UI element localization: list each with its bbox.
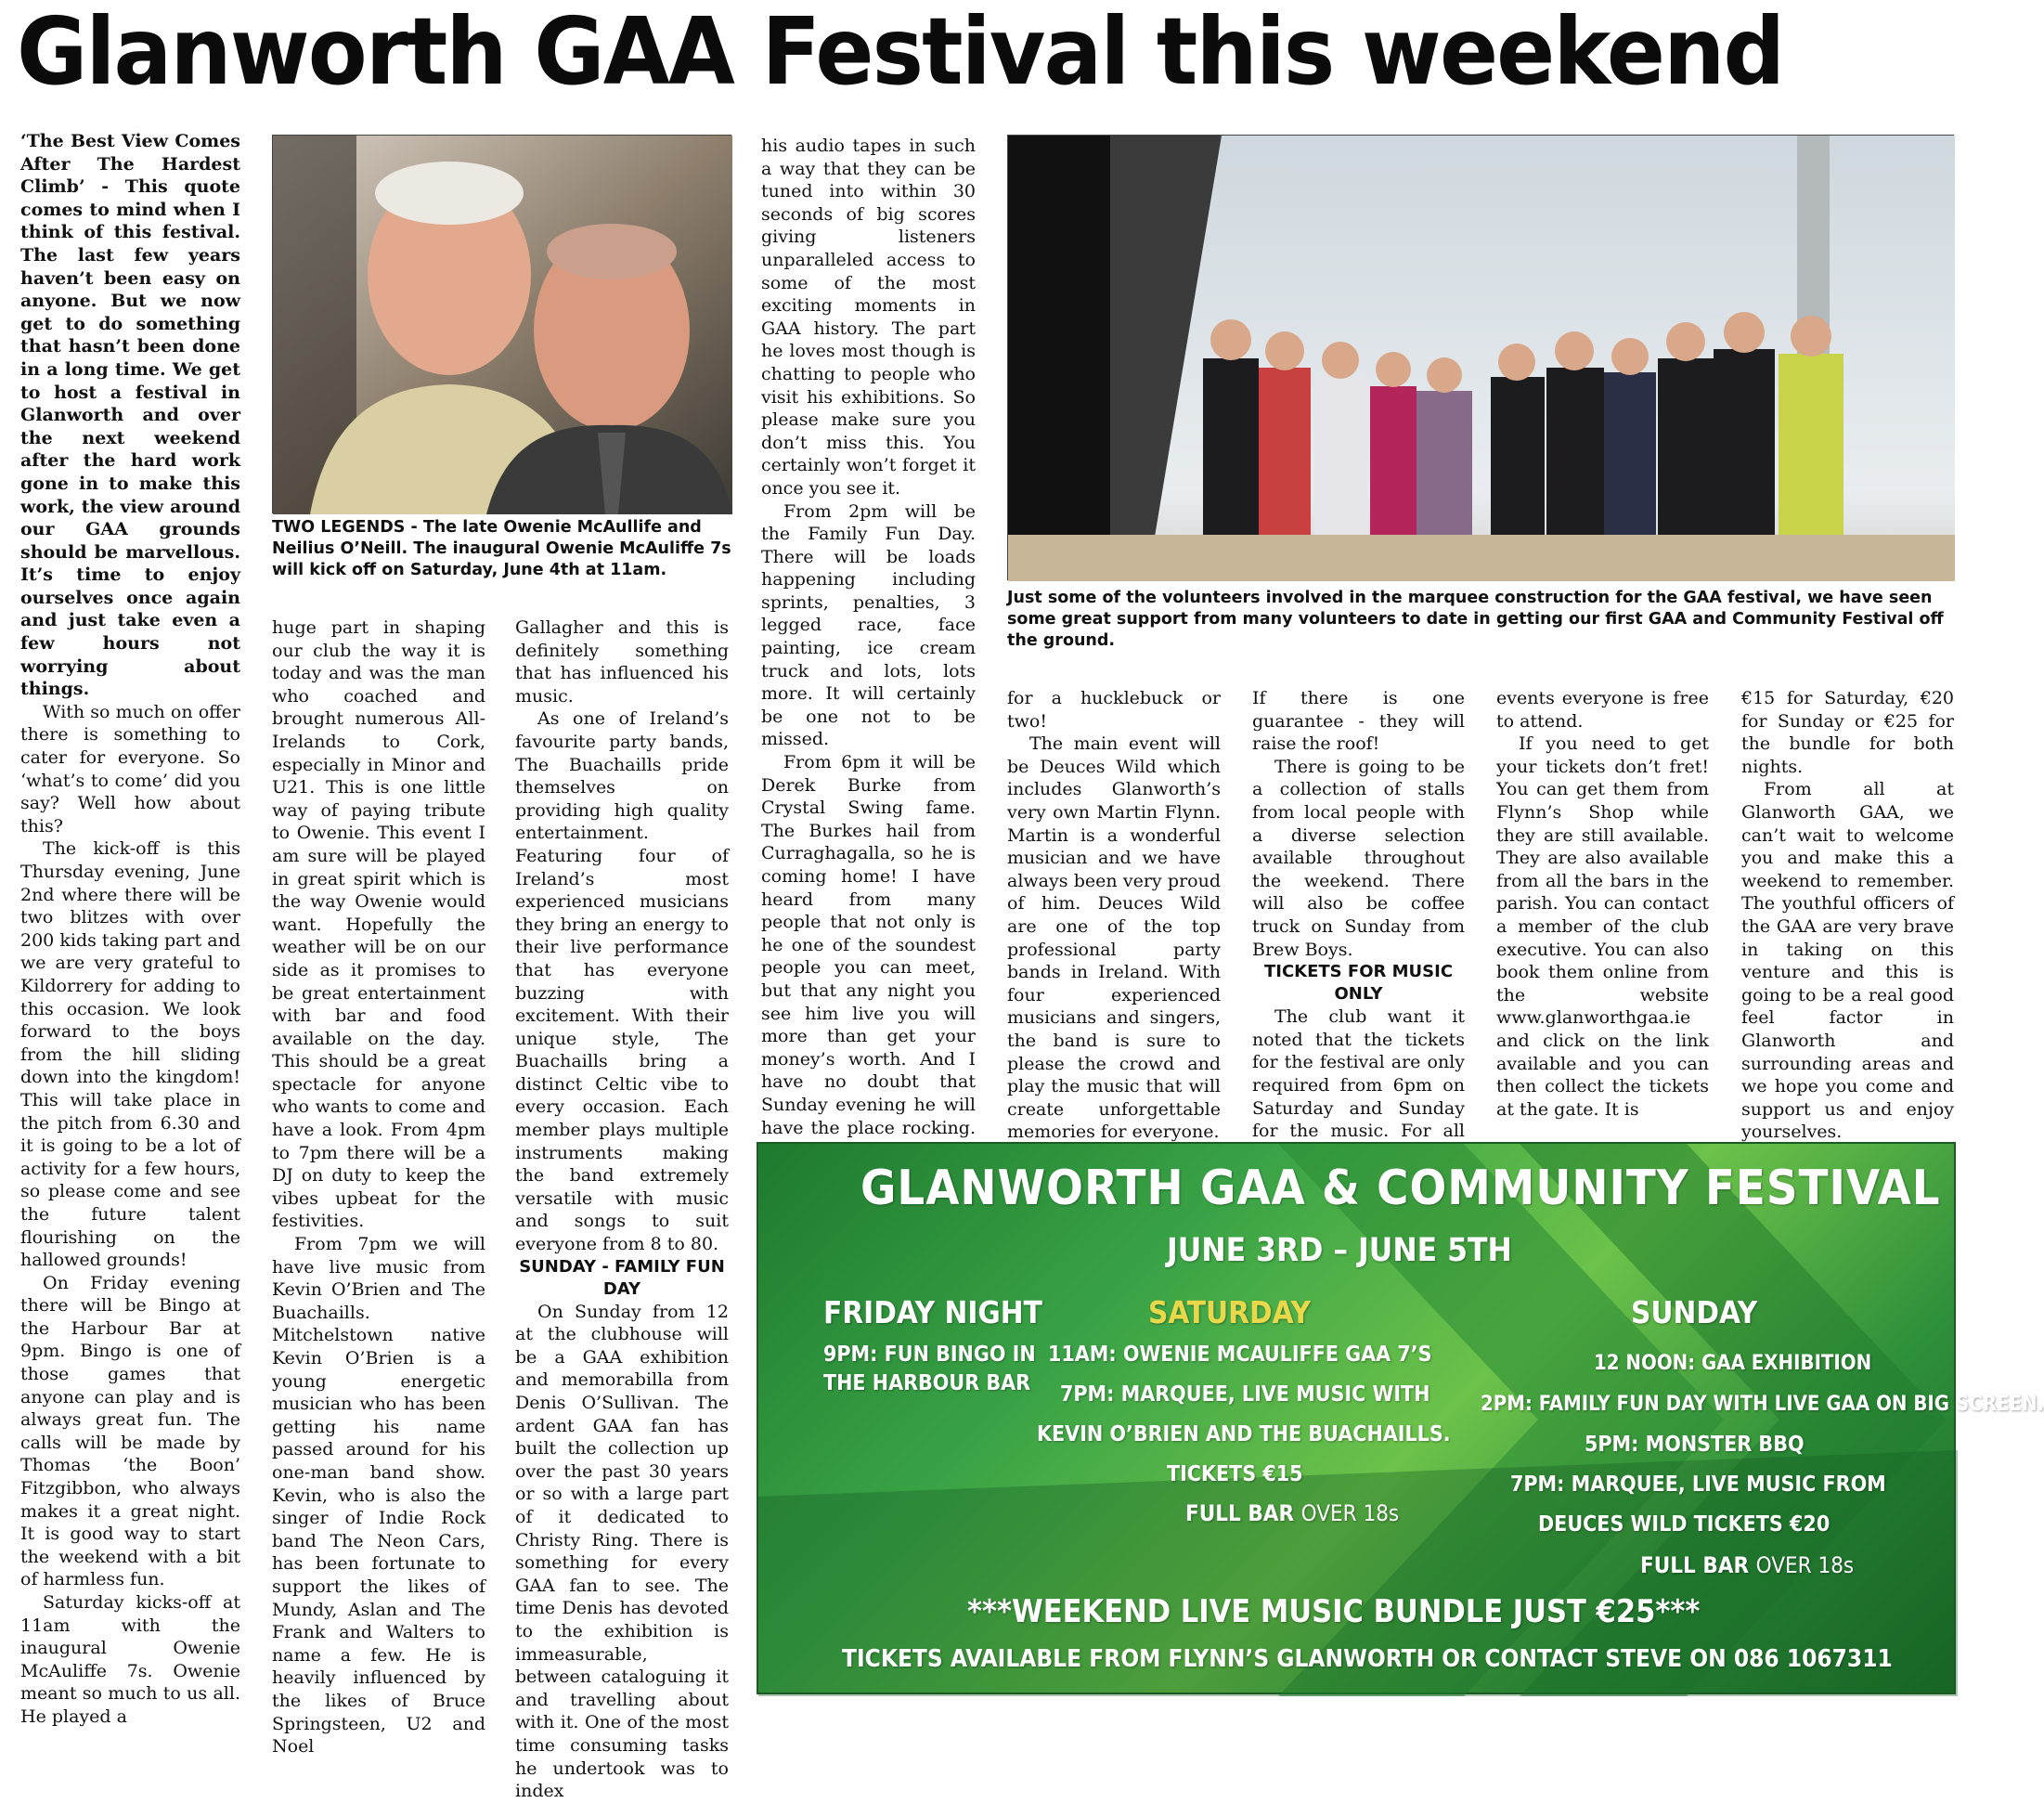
- article-paragraph: From all at Glanworth GAA, we can’t wait to welcome you and make this a weekend to remember. The youthful officers of the GAA are very brave in taking on this venture and this is going to be a real good feel factor in Glanworth and surrounding areas and we hope you come and support us and enjoy yourselves.: [1741, 779, 1954, 1143]
- ad-dates: JUNE 3RD – JUNE 5TH: [1167, 1232, 1512, 1269]
- article-paragraph: If you need to get your tickets don’t fret! You can get them from Flynn’s Shop while they are still available. They are also available from all the bars in the parish. You can contact a member of the club executive. You can also book them online from the website www.glanworthgaa.ie and click on the link available and you can then collect the tickets at the gate. It is: [1496, 733, 1709, 1120]
- article-column-1: [20, 130, 240, 1727]
- photo-two-legends-image: [273, 136, 732, 514]
- photo-volunteers: [1007, 135, 1954, 580]
- photo-caption-volunteers: Just some of the volunteers involved in the marquee construction for the GAA festival, we have seen some great support from many volunteers to date in getting our first GAA and Community Festival off the ground.: [1007, 589, 1944, 650]
- article-paragraph: On Sunday from 12 at the clubhouse will be a GAA exhibition and memorabilla from Denis O’Sullivan. The ardent GAA fan has built the collection up over the past 30 years or so with a large part of it dedicated to Christy Ring. There is something for every GAA fan to see. The time Denis has devoted to the exhibition is immeasurable, between cataloguing it and travelling about with it. One of the most time consuming tasks he undertook was to index: [515, 1301, 729, 1802]
- article-paragraph: From 6pm it will be Derek Burke from Crystal Swing fame. The Burkes hail from Curraghagalla, so he is coming home! I have heard from many people that not only is he one of the soundest people you can meet, but that any night you see him live you will more than get your money’s worth. And I have no doubt that Sunday evening he will have the place rocking.: [761, 752, 976, 1138]
- article-paragraph: for a hucklebuck or two!: [1007, 688, 1221, 732]
- article-paragraph: €15 for Saturday, €20 for Sunday or €25 for the bundle for both nights.: [1741, 688, 1954, 777]
- article-paragraph: The kick-off is this Thursday evening, June 2nd where there will be two blitzes with over 200 kids taking part and we are very grateful to Kildorrery for adding to this occasion. We look forward to the boys from the hill sliding down into the kingdom! This will take place in the pitch from 6.30 and it is going to be a lot of activity for a few hours, so please come and see the future talent flourishing on the hallowed grounds!: [20, 838, 240, 1271]
- ad-friday-line: THE HARBOUR BAR: [823, 1371, 1031, 1395]
- ad-full-bar: FULL BAR: [1185, 1500, 1295, 1526]
- ad-bundle-offer: ***WEEKEND LIVE MUSIC BUNDLE JUST €25***: [967, 1593, 1701, 1630]
- ad-saturday-heading: SATURDAY: [1148, 1294, 1311, 1330]
- ad-saturday-line: 11AM: OWENIE MCAULIFFE GAA 7’S: [1048, 1343, 1432, 1367]
- headline: Glanworth GAA Festival this weekend: [17, 0, 1784, 106]
- article-paragraph: From 7pm we will have live music from Kevin O’Brien and The Buachaills. Mitchelstown native Kevin O’Brien is a young energetic musician who has been getting his name passed around for his one-man band show. Kevin, who is also the singer of Indie Rock band The Neon Cars, has been fortunate to support the likes of Mundy, Aslan and The Frank and Walters to name a few. He is heavily influenced by the likes of Bruce Springsteen, U2 and Noel: [272, 1234, 485, 1758]
- article-paragraph: Gallagher and this is definitely something that has influenced his music.: [515, 617, 729, 707]
- article-column-7: [1496, 687, 1709, 1120]
- article-paragraph: events everyone is free to attend.: [1496, 688, 1709, 732]
- ad-sunday-line: 12 NOON: GAA EXHIBITION: [1594, 1352, 1872, 1375]
- article-paragraph: his audio tapes in such a way that they can be tuned into within 30 seconds of big scores giving listeners unparalleled access to some of the most exciting moments in GAA history. The part he loves most though is chatting to people who visit his exhibitions. So please make sure you don’t miss this. You certainly won’t forget it once you see it.: [761, 136, 976, 499]
- article-column-8: [1741, 687, 1954, 1143]
- article-column-2: [272, 616, 485, 1758]
- ad-title: GLANWORTH GAA & COMMUNITY FESTIVAL: [860, 1161, 1941, 1216]
- ad-sunday-line: 5PM: MONSTER BBQ: [1585, 1433, 1805, 1457]
- festival-advertisement: [757, 1142, 2044, 1694]
- article-paragraph: huge part in shaping our club the way it is today and was the man who coached and brought numerous All-Irelands to Cork, especially in Minor and U21. This is one little way of paying tribute to Owenie. This event I am sure will be played in great spirit which is the way Owenie would want. Hopefully the weather will be on our side as it promises to be great entertainment with bar and food available on the day. This should be a great spectacle for anyone who wants to come and have a look. From 4pm to 7pm there will be a DJ on duty to keep the vibes upbeat for the festivities.: [272, 617, 485, 1232]
- section-subheading: TICKETS FOR MUSIC ONLY: [1263, 962, 1454, 1005]
- article-column-6: [1252, 687, 1465, 1142]
- article-paragraph: The club want it noted that the tickets for the festival are only required from 6pm on Saturday and Sunday for the music. For all: [1252, 1006, 1465, 1142]
- article-column-5: [1007, 687, 1221, 1143]
- article-paragraph: On Friday evening there will be Bingo at the Harbour Bar at 9pm. Bingo is one of those games that anyone can play and is always great fun. The calls will be made by Thomas ‘the Boon’ Fitzgibbon, who always makes it a great night. It is good way to start the weekend with a bit of harmless fun.: [20, 1272, 240, 1590]
- ad-sunday-heading: SUNDAY: [1631, 1294, 1758, 1330]
- photo-two-legends: [272, 135, 731, 513]
- article-paragraph: With so much on offer there is something to cater for everyone. So ‘what’s to come’ did you say? Well how about this?: [20, 701, 240, 837]
- ad-ticket-info: TICKETS AVAILABLE FROM FLYNN’S GLANWORTH OR CONTACT STEVE ON 086 1067311: [842, 1645, 1893, 1673]
- ad-saturday-line: 7PM: MARQUEE, LIVE MUSIC WITH: [1060, 1382, 1430, 1407]
- article-intro: ‘The Best View Comes After The Hardest Climb’ - This quote comes to mind when I think of this festival. The last few years haven’t been easy on anyone. But we now get to do something that hasn’t been done in a long time. We get to host a festival in Glanworth and over the next weekend after the hard work gone in to make this work, the view around our GAA grounds should be marvellous. It’s time to enjoy ourselves once again and just take even a few hours not worrying about things.: [20, 131, 240, 700]
- ad-sunday-bar: [1640, 1552, 1854, 1578]
- article-paragraph: There is going to be a collection of stalls from local people with a diverse selection available throughout the weekend. There will also be coffee truck on Sunday from Brew Boys.: [1252, 756, 1465, 960]
- article-paragraph: Saturday kicks-off at 11am with the inaugural Owenie McAuliffe 7s. Owenie meant so much to us all. He played a: [20, 1592, 240, 1727]
- article-paragraph: From 2pm will be the Family Fun Day. There will be loads happening including sprints, penalties, 3 legged race, face painting, ice cream truck and lots, lots more. It will certainly be one not to be missed.: [761, 500, 976, 750]
- article-column-3: [515, 616, 729, 1802]
- ad-full-bar: FULL BAR: [1640, 1552, 1750, 1578]
- ad-friday-heading: FRIDAY NIGHT: [823, 1294, 1042, 1330]
- section-subheading: SUNDAY - FAMILY FUN DAY: [519, 1256, 725, 1299]
- article-paragraph: As one of Ireland’s favourite party bands, The Buachaills pride themselves on providing high quality entertainment. Featuring four of Ireland’s most experienced musicians they bring an energy to their live performance that has everyone buzzing with excitement. With their unique style, The Buachaills bring a distinct Celtic vibe to every occasion. Each member plays multiple instruments making the band extremely versatile with music and songs to suit everyone from 8 to 80.: [515, 708, 729, 1255]
- article-column-4: [761, 135, 976, 1138]
- ad-friday-line: 9PM: FUN BINGO IN: [823, 1343, 1036, 1367]
- ad-sunday-line: DEUCES WILD TICKETS €20: [1538, 1512, 1831, 1537]
- ad-saturday-bar: [1185, 1500, 1399, 1526]
- photo-volunteers-image: [1008, 136, 1955, 581]
- ad-sunday-line: 2PM: FAMILY FUN DAY WITH LIVE GAA ON BIG SCREEN.: [1481, 1393, 2044, 1416]
- ad-over-18s: OVER 18s: [1755, 1552, 1855, 1578]
- photo-caption-two-legends: TWO LEGENDS - The late Owenie McAullife and Neilius O’Neill. The inaugural Owenie McAuliffe 7s will kick off on Saturday, June 4th at 11am.: [272, 518, 731, 579]
- ad-sunday-line: 7PM: MARQUEE, LIVE MUSIC FROM: [1510, 1472, 1886, 1497]
- ad-over-18s: OVER 18s: [1300, 1500, 1400, 1526]
- ad-saturday-line: KEVIN O’BRIEN AND THE BUACHAILLS.: [1037, 1422, 1451, 1446]
- ad-saturday-line: TICKETS €15: [1167, 1462, 1303, 1486]
- article-paragraph: If there is one guarantee - they will raise the roof!: [1252, 688, 1465, 755]
- article-paragraph: The main event will be Deuces Wild which includes Glanworth’s very own Martin Flynn. Martin is a wonderful musician and we have always been very proud of him. Deuces Wild are one of the top professional party bands in Ireland. With four experienced musicians and singers, the band is sure to please the crowd and play the music that will create unforgettable memories for everyone.: [1007, 733, 1221, 1143]
